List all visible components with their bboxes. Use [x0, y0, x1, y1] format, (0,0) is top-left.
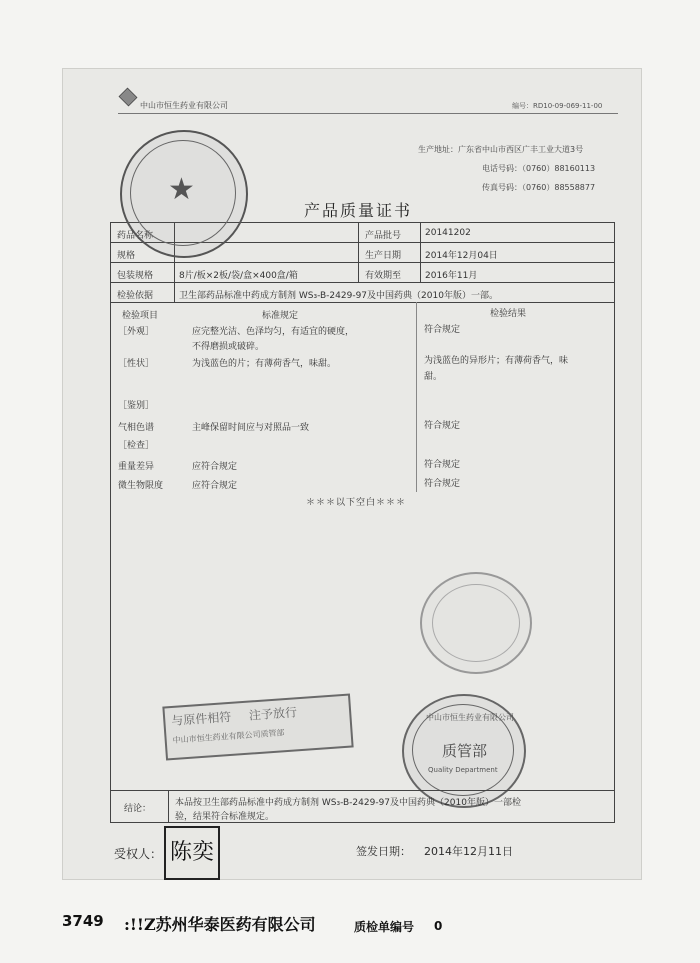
table-row-standard: 为浅蓝色的片；有薄荷香气，味甜。: [192, 359, 337, 369]
production-date-label: 生产日期: [365, 251, 402, 261]
authorized-person-label: 受权人：: [114, 847, 163, 861]
table-row-item: ［性状］: [118, 359, 155, 369]
table-row-item: ［检查］: [118, 441, 155, 451]
company-round-stamp: [120, 130, 248, 258]
batch-value: 20141202: [425, 228, 471, 238]
packaging-label: 包装规格: [117, 271, 154, 281]
production-address: 生产地址：广东省中山市西区广丰工业大道3号: [418, 145, 584, 154]
issue-date-label: 签发日期：: [356, 845, 411, 858]
table-row-result: 符合规定: [424, 325, 461, 335]
qa-stamp-english: Quality Department: [428, 766, 498, 774]
table-row-result: 甜。: [424, 372, 443, 382]
faint-round-stamp: [420, 572, 532, 674]
product-name-label: 药品名称: [117, 231, 154, 241]
conclusion-label: 结论：: [124, 804, 152, 814]
table-row-result: 符合规定: [424, 421, 461, 431]
document-number: 编号：RD10-09-069-11-00: [512, 102, 603, 110]
qa-stamp-center: 质管部: [442, 742, 488, 760]
blank-below-mark: ＊＊＊以下空白＊＊＊: [306, 498, 407, 508]
signature-seal: [164, 826, 220, 880]
table-row-standard: 主峰保留时间应与对照品一致: [192, 423, 310, 433]
footer-company: :!!Z苏州华泰医药有限公司: [124, 915, 316, 934]
table-row-result: 符合规定: [424, 460, 461, 470]
table-row-item: ［鉴别］: [118, 401, 155, 411]
table-row-item: 微生物限度: [118, 481, 164, 491]
valid-until-label: 有效期至: [365, 271, 402, 281]
page-title: 产品质量证书: [304, 201, 413, 220]
copy-stamp-line1: 与原件相符: [170, 709, 232, 729]
packaging-value: 8片/板×2板/袋/盒×400盒/箱: [179, 271, 298, 281]
table-row-standard: 不得磨损或破碎。: [192, 342, 265, 352]
table-row-standard: 应符合规定: [192, 462, 238, 472]
column-header-result: 检验结果: [490, 309, 527, 319]
conclusion-text-line1: 本品按卫生部药品标准中药成方制剂 WS₃-B-2429-97及中国药典（2010年版）一部检: [175, 798, 521, 808]
basis-value: 卫生部药品标准中药成方制剂 WS₃-B-2429-97及中国药典（2010年版）一部。: [179, 291, 498, 301]
table-row-result: 为浅蓝色的异形片；有薄荷香气，味: [424, 356, 569, 366]
company-name-small: 中山市恒生药业有限公司: [140, 101, 228, 110]
fax-number: 传真号码：（0760）88558877: [482, 183, 596, 192]
phone-number: 电话号码：（0760）88160113: [482, 164, 596, 173]
column-header-item: 检验项目: [122, 311, 159, 321]
table-row-item: 气相色谱: [118, 423, 155, 433]
table-row-item: ［外观］: [118, 327, 155, 337]
signature-name: 陈奕: [169, 840, 214, 865]
column-header-standard: 标准规定: [262, 311, 299, 321]
qc-number-label: 质检单编号: [354, 920, 415, 934]
table-row-result: 符合规定: [424, 479, 461, 489]
copy-stamp-line1b: 注予放行: [248, 705, 298, 723]
batch-label: 产品批号: [365, 231, 402, 241]
star-icon: ★: [168, 172, 195, 207]
copy-stamp-line2: 中山市恒生药业有限公司质管部: [172, 728, 285, 745]
table-row-standard: 应符合规定: [192, 481, 238, 491]
footer-number: 3749: [62, 912, 104, 930]
issue-date-value: 2014年12月11日: [424, 845, 513, 858]
valid-until-value: 2016年11月: [425, 271, 478, 281]
table-row-item: 重量差异: [118, 462, 155, 472]
table-row-standard: 应完整光洁、色泽均匀，有适宜的硬度，: [192, 327, 355, 337]
spec-label: 规格: [117, 251, 136, 261]
qc-number-value: 0: [434, 919, 443, 933]
production-date-value: 2014年12月04日: [425, 251, 498, 261]
basis-label: 检验依据: [117, 291, 154, 301]
conclusion-text-line2: 验，结果符合标准规定。: [175, 812, 275, 822]
qa-stamp-company: 中山市恒生药业有限公司: [426, 713, 514, 722]
